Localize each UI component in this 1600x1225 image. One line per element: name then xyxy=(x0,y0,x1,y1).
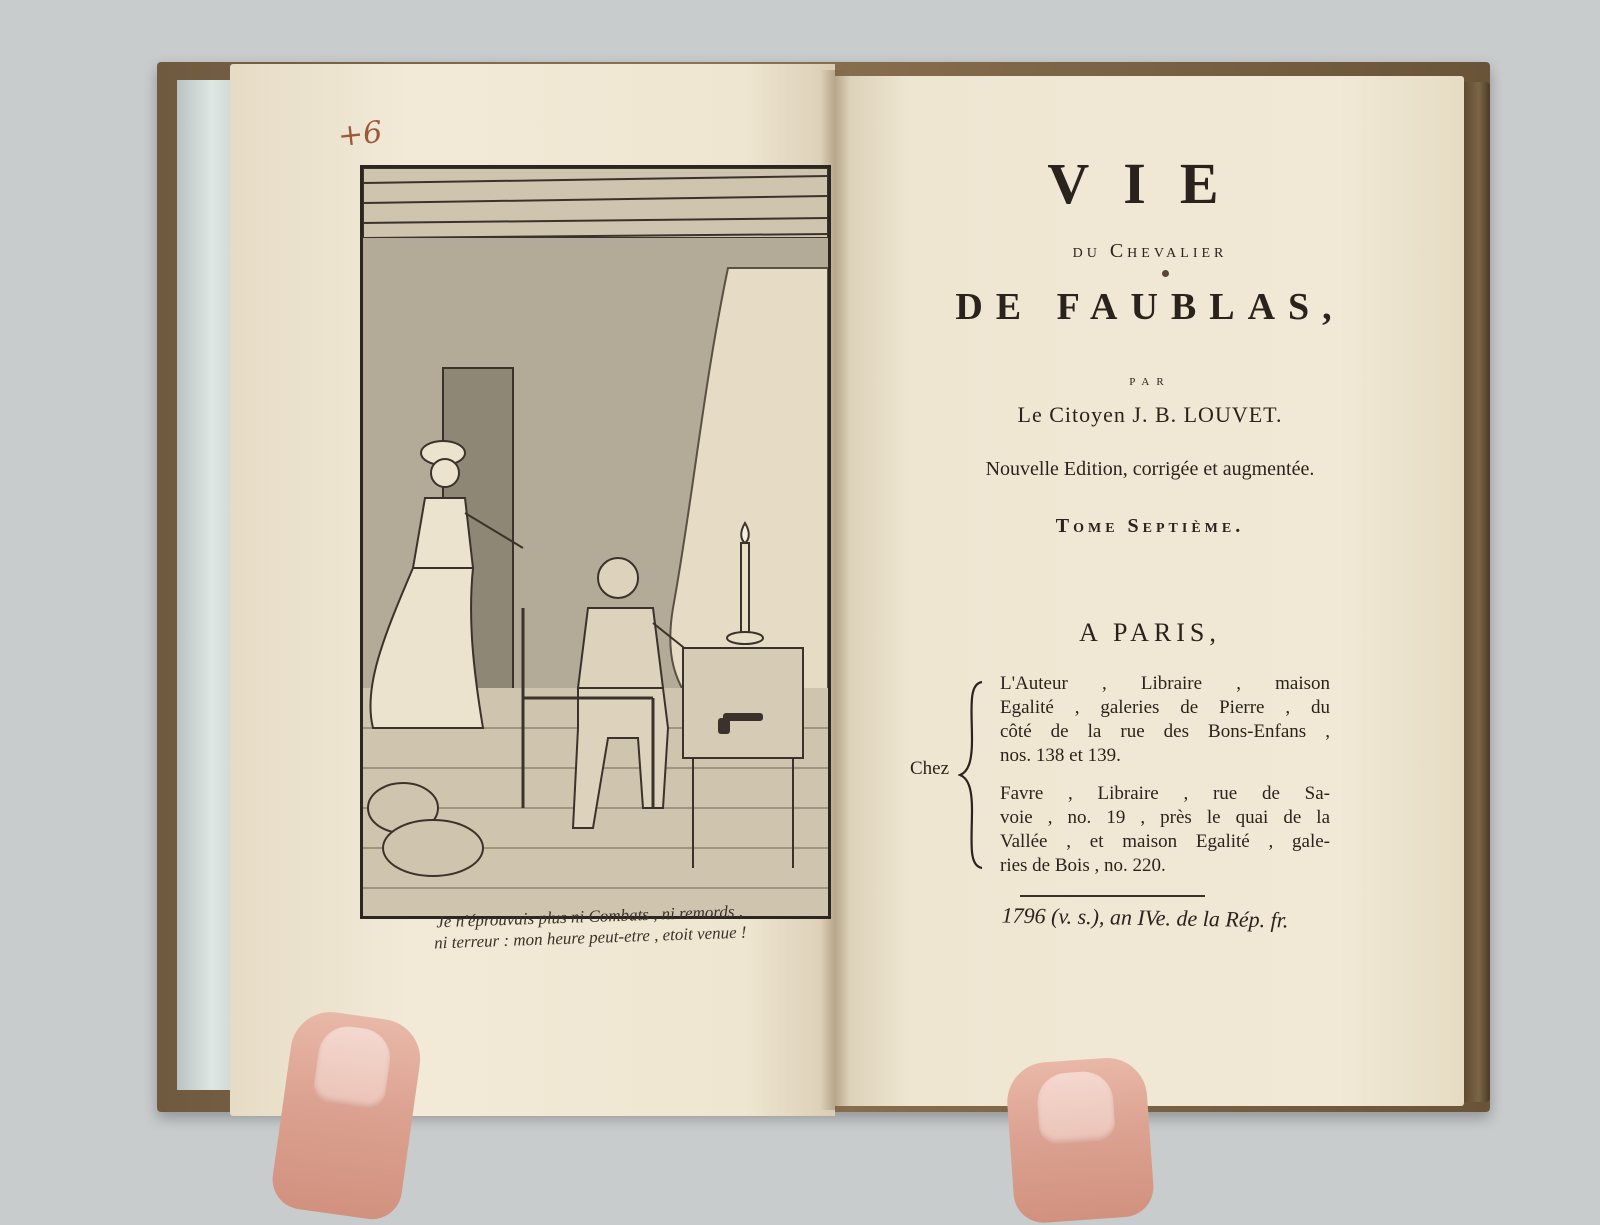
title-vie: VIE xyxy=(1047,151,1253,216)
imprint-line: nos. 138 et 139. xyxy=(1000,745,1121,766)
book-cover-edge xyxy=(1462,82,1490,1102)
author-line: Le Citoyen J. B. LOUVET. xyxy=(1017,402,1283,427)
left-thumb xyxy=(269,1007,426,1223)
frontispiece-engraving xyxy=(360,165,831,919)
imprint-line: Favre , Libraire , rue de Sa- xyxy=(1000,783,1330,804)
imprint-block xyxy=(1000,672,1330,878)
imprint-line: ries de Bois , no. 220. xyxy=(1000,855,1166,876)
endpaper xyxy=(177,80,235,1090)
title-faublas: DE FAUBLAS, xyxy=(955,286,1345,328)
imprint-line: côté de la rue des Bons-Enfans , xyxy=(1000,721,1330,742)
imprint-line: Vallée , et maison Egalité , gale- xyxy=(1000,831,1330,852)
curly-brace xyxy=(958,680,986,870)
horizontal-rule xyxy=(1020,895,1205,897)
title-par: par xyxy=(1129,372,1171,389)
caption-line-2: ni terreur : mon heure peut-etre , etoit venue ! xyxy=(433,922,747,953)
volume-line: Tome Septième. xyxy=(1055,515,1245,537)
ceiling-beams xyxy=(363,168,828,238)
chez-label: Chez xyxy=(910,758,950,779)
imprint-line: L'Auteur , Libraire , maison xyxy=(1000,673,1330,694)
title-du-chevalier: du Chevalier xyxy=(1072,240,1228,262)
right-thumb xyxy=(1005,1055,1156,1224)
imprint-line: Egalité , galeries de Pierre , du xyxy=(1000,697,1330,718)
right-page xyxy=(834,76,1464,1106)
edition-line: Nouvelle Edition, corrigée et augmentée. xyxy=(985,458,1315,480)
imprint-line: voie , no. 19 , près le quai de la xyxy=(1000,807,1330,828)
engraving-illustration xyxy=(363,168,828,916)
ornament-dot xyxy=(1162,270,1169,277)
pencil-annotation: +6 xyxy=(336,114,384,155)
caption-line-1: Je n'éprouvais plus ni Combats , ni remords , xyxy=(435,901,744,932)
city-line: A PARIS, xyxy=(1079,618,1221,647)
publication-date: 1796 (v. s.), an IVe. de la Rép. fr. xyxy=(1001,902,1289,933)
